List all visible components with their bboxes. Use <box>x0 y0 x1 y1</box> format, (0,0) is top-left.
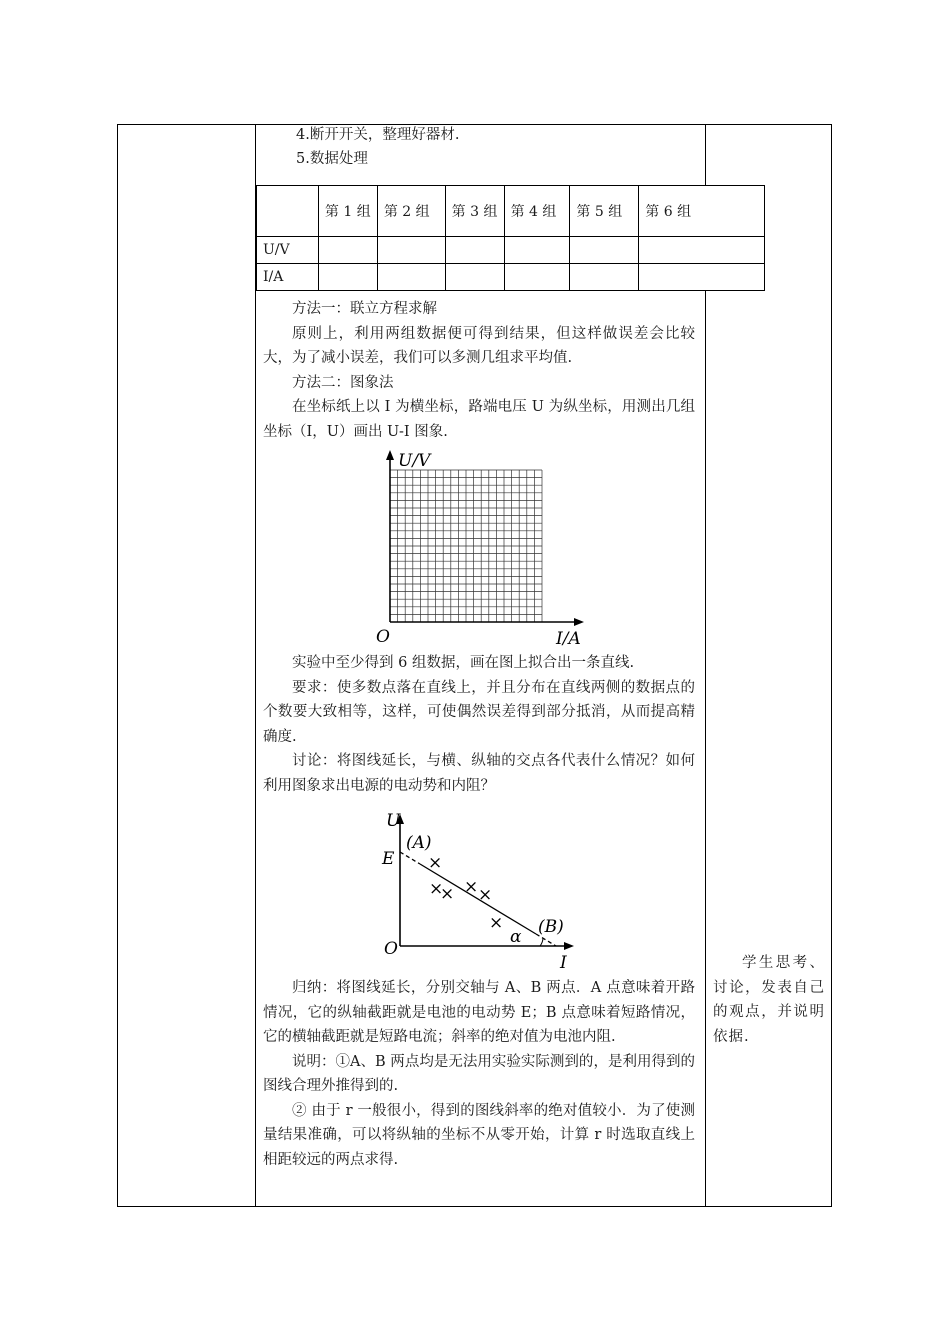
data-marker: × <box>429 879 444 899</box>
data-marker: × <box>440 884 455 904</box>
note1-text: 说明：①A、B 两点均是无法用实验实际测到的，是利用得到的图线合理外推得到的. <box>263 1053 695 1094</box>
header-cell: 第 5 组 <box>570 186 639 237</box>
line-figure <box>370 806 600 970</box>
x-axis-label: I <box>560 953 567 970</box>
y-axis-arrow <box>386 450 394 460</box>
requirement-text: 要求：使多数点落在直线上，并且分布在直线两侧的数据点的个数要大致相等，这样，可使偶然误差得到部分抵消，从而提高精确度. <box>263 679 695 745</box>
table-row <box>257 264 765 291</box>
table-row <box>257 237 765 264</box>
data-marker: × <box>428 853 443 873</box>
requirement-section <box>263 651 695 798</box>
table-cell <box>377 237 445 264</box>
point-b-label: (B) <box>538 917 564 937</box>
grid-figure <box>370 448 600 654</box>
table-cell <box>570 264 639 291</box>
method2-title: 方法二：图象法 <box>292 374 394 391</box>
table-cell <box>504 237 570 264</box>
grid-lines <box>390 470 542 622</box>
step-5: 5.数据处理 <box>296 151 368 167</box>
discussion-text: 讨论：将图线延长，与横、纵轴的交点各代表什么情况？如何利用图象求出电源的电动势和内阻？ <box>263 753 695 794</box>
table-cell <box>318 264 377 291</box>
header-cell <box>257 186 319 237</box>
summary-section <box>263 976 695 1172</box>
point-a-label: (A) <box>406 833 432 853</box>
method1-text: 原则上，利用两组数据便可得到结果，但这样做误差会比较大，为了减小误差，我们可以多测几组求平均值. <box>263 325 695 366</box>
header-cell: 第 3 组 <box>445 186 504 237</box>
row-label: I/A <box>257 264 319 291</box>
row-label: U/V <box>257 237 319 264</box>
x-axis-arrow <box>574 618 584 626</box>
e-label: E <box>382 849 395 869</box>
table-cell <box>445 264 504 291</box>
angle-label: α <box>510 927 522 947</box>
y-axis-label: U/V <box>398 451 431 471</box>
x-axis-arrow <box>564 942 574 950</box>
extrapolated-segment-a <box>400 852 420 864</box>
table-cell <box>570 237 639 264</box>
table-cell <box>318 237 377 264</box>
data-table <box>256 185 765 291</box>
table-cell <box>639 237 765 264</box>
header-cell: 第 2 组 <box>377 186 445 237</box>
method1-title: 方法一：联立方程求解 <box>292 301 437 317</box>
x-axis-label: I/A <box>556 629 581 649</box>
six-groups-text: 实验中至少得到 6 组数据，画在图上拟合出一条直线. <box>292 655 635 671</box>
student-activity <box>713 951 825 1049</box>
header-cell: 第 4 组 <box>504 186 570 237</box>
table-cell <box>504 264 570 291</box>
step-4: 4.断开开关，整理好器材. <box>296 127 460 143</box>
table-cell <box>445 237 504 264</box>
note2-text: ② 由于 r 一般很小，得到的图线斜率的绝对值较小．为了使测量结果准确，可以将纵轴的坐标不从零开始，计算 r 时选取直线上相距较远的两点求得. <box>263 1102 695 1168</box>
data-marker: × <box>489 913 504 933</box>
header-cell: 第 6 组 <box>639 186 765 237</box>
method-section <box>263 297 695 444</box>
student-activity-text: 学生思考、讨论，发表自己的观点，并说明依据. <box>713 955 825 1045</box>
method2-text: 在坐标纸上以 I 为横坐标，路端电压 U 为纵坐标，用测出几组坐标（I，U）画出 U-I 图象. <box>263 399 695 440</box>
header-cell: 第 1 组 <box>318 186 377 237</box>
angle-arc <box>540 938 543 946</box>
y-axis-label: U <box>386 811 401 831</box>
table-cell <box>377 264 445 291</box>
data-marker: × <box>464 877 479 897</box>
origin-label: O <box>384 939 398 959</box>
data-marker: × <box>478 885 493 905</box>
table-cell <box>639 264 765 291</box>
summary-text: 归纳：将图线延长，分别交轴与 A、B 两点．A 点意味着开路情况，它的纵轴截距就是电池的电动势 E；B 点意味着短路情况，它的横轴截距就是短路电流；斜率的绝对值为电池内阻. <box>263 980 695 1045</box>
origin-label: O <box>376 627 390 647</box>
data-table-header <box>257 186 765 237</box>
